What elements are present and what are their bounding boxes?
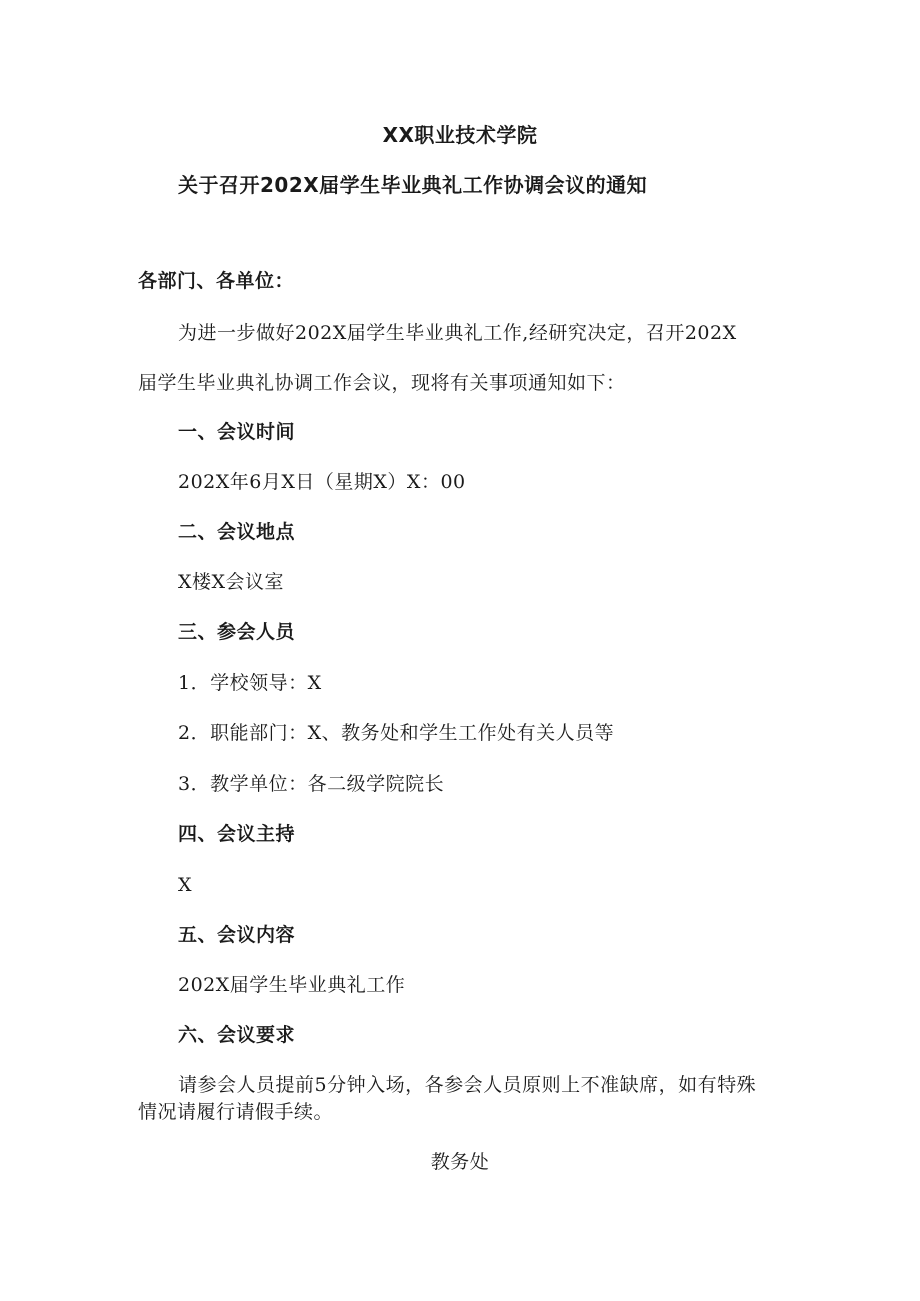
org-name: XX职业技术学院: [382, 123, 538, 147]
requirements-line-2: 情况请履行请假手续。: [138, 1101, 334, 1123]
section-heading-content: 五、会议内容: [178, 924, 296, 946]
meeting-content: 202X届学生毕业典礼工作: [178, 974, 406, 996]
salutation: 各部门、各单位：: [138, 270, 295, 292]
signature: 教务处: [430, 1151, 490, 1173]
meeting-host: X: [178, 874, 193, 896]
section-heading-requirements: 六、会议要求: [178, 1024, 296, 1046]
section-heading-time: 一、会议时间: [178, 421, 296, 443]
section-heading-location: 二、会议地点: [178, 521, 296, 543]
section-heading-host: 四、会议主持: [178, 823, 296, 845]
attendee-item: 3．教学单位：各二级学院院长: [178, 773, 445, 795]
requirements-line-1: 请参会人员提前5分钟入场，各参会人员原则上不准缺席，如有特殊: [178, 1074, 757, 1096]
meeting-location: X楼X会议室: [178, 571, 285, 593]
section-heading-attendees: 三、参会人员: [178, 621, 296, 643]
attendee-item: 1．学校领导：X: [178, 672, 322, 694]
intro-paragraph-line-2: 届学生毕业典礼协调工作会议，现将有关事项通知如下：: [138, 372, 626, 394]
notice-title: 关于召开202X届学生毕业典礼工作协调会议的通知: [178, 173, 648, 197]
meeting-time: 202X年6月X日（星期X）X：00: [178, 471, 466, 493]
intro-paragraph-line-1: 为进一步做好202X届学生毕业典礼工作,经研究决定，召开202X: [178, 322, 737, 344]
attendee-item: 2．职能部门：X、教务处和学生工作处有关人员等: [178, 722, 615, 744]
